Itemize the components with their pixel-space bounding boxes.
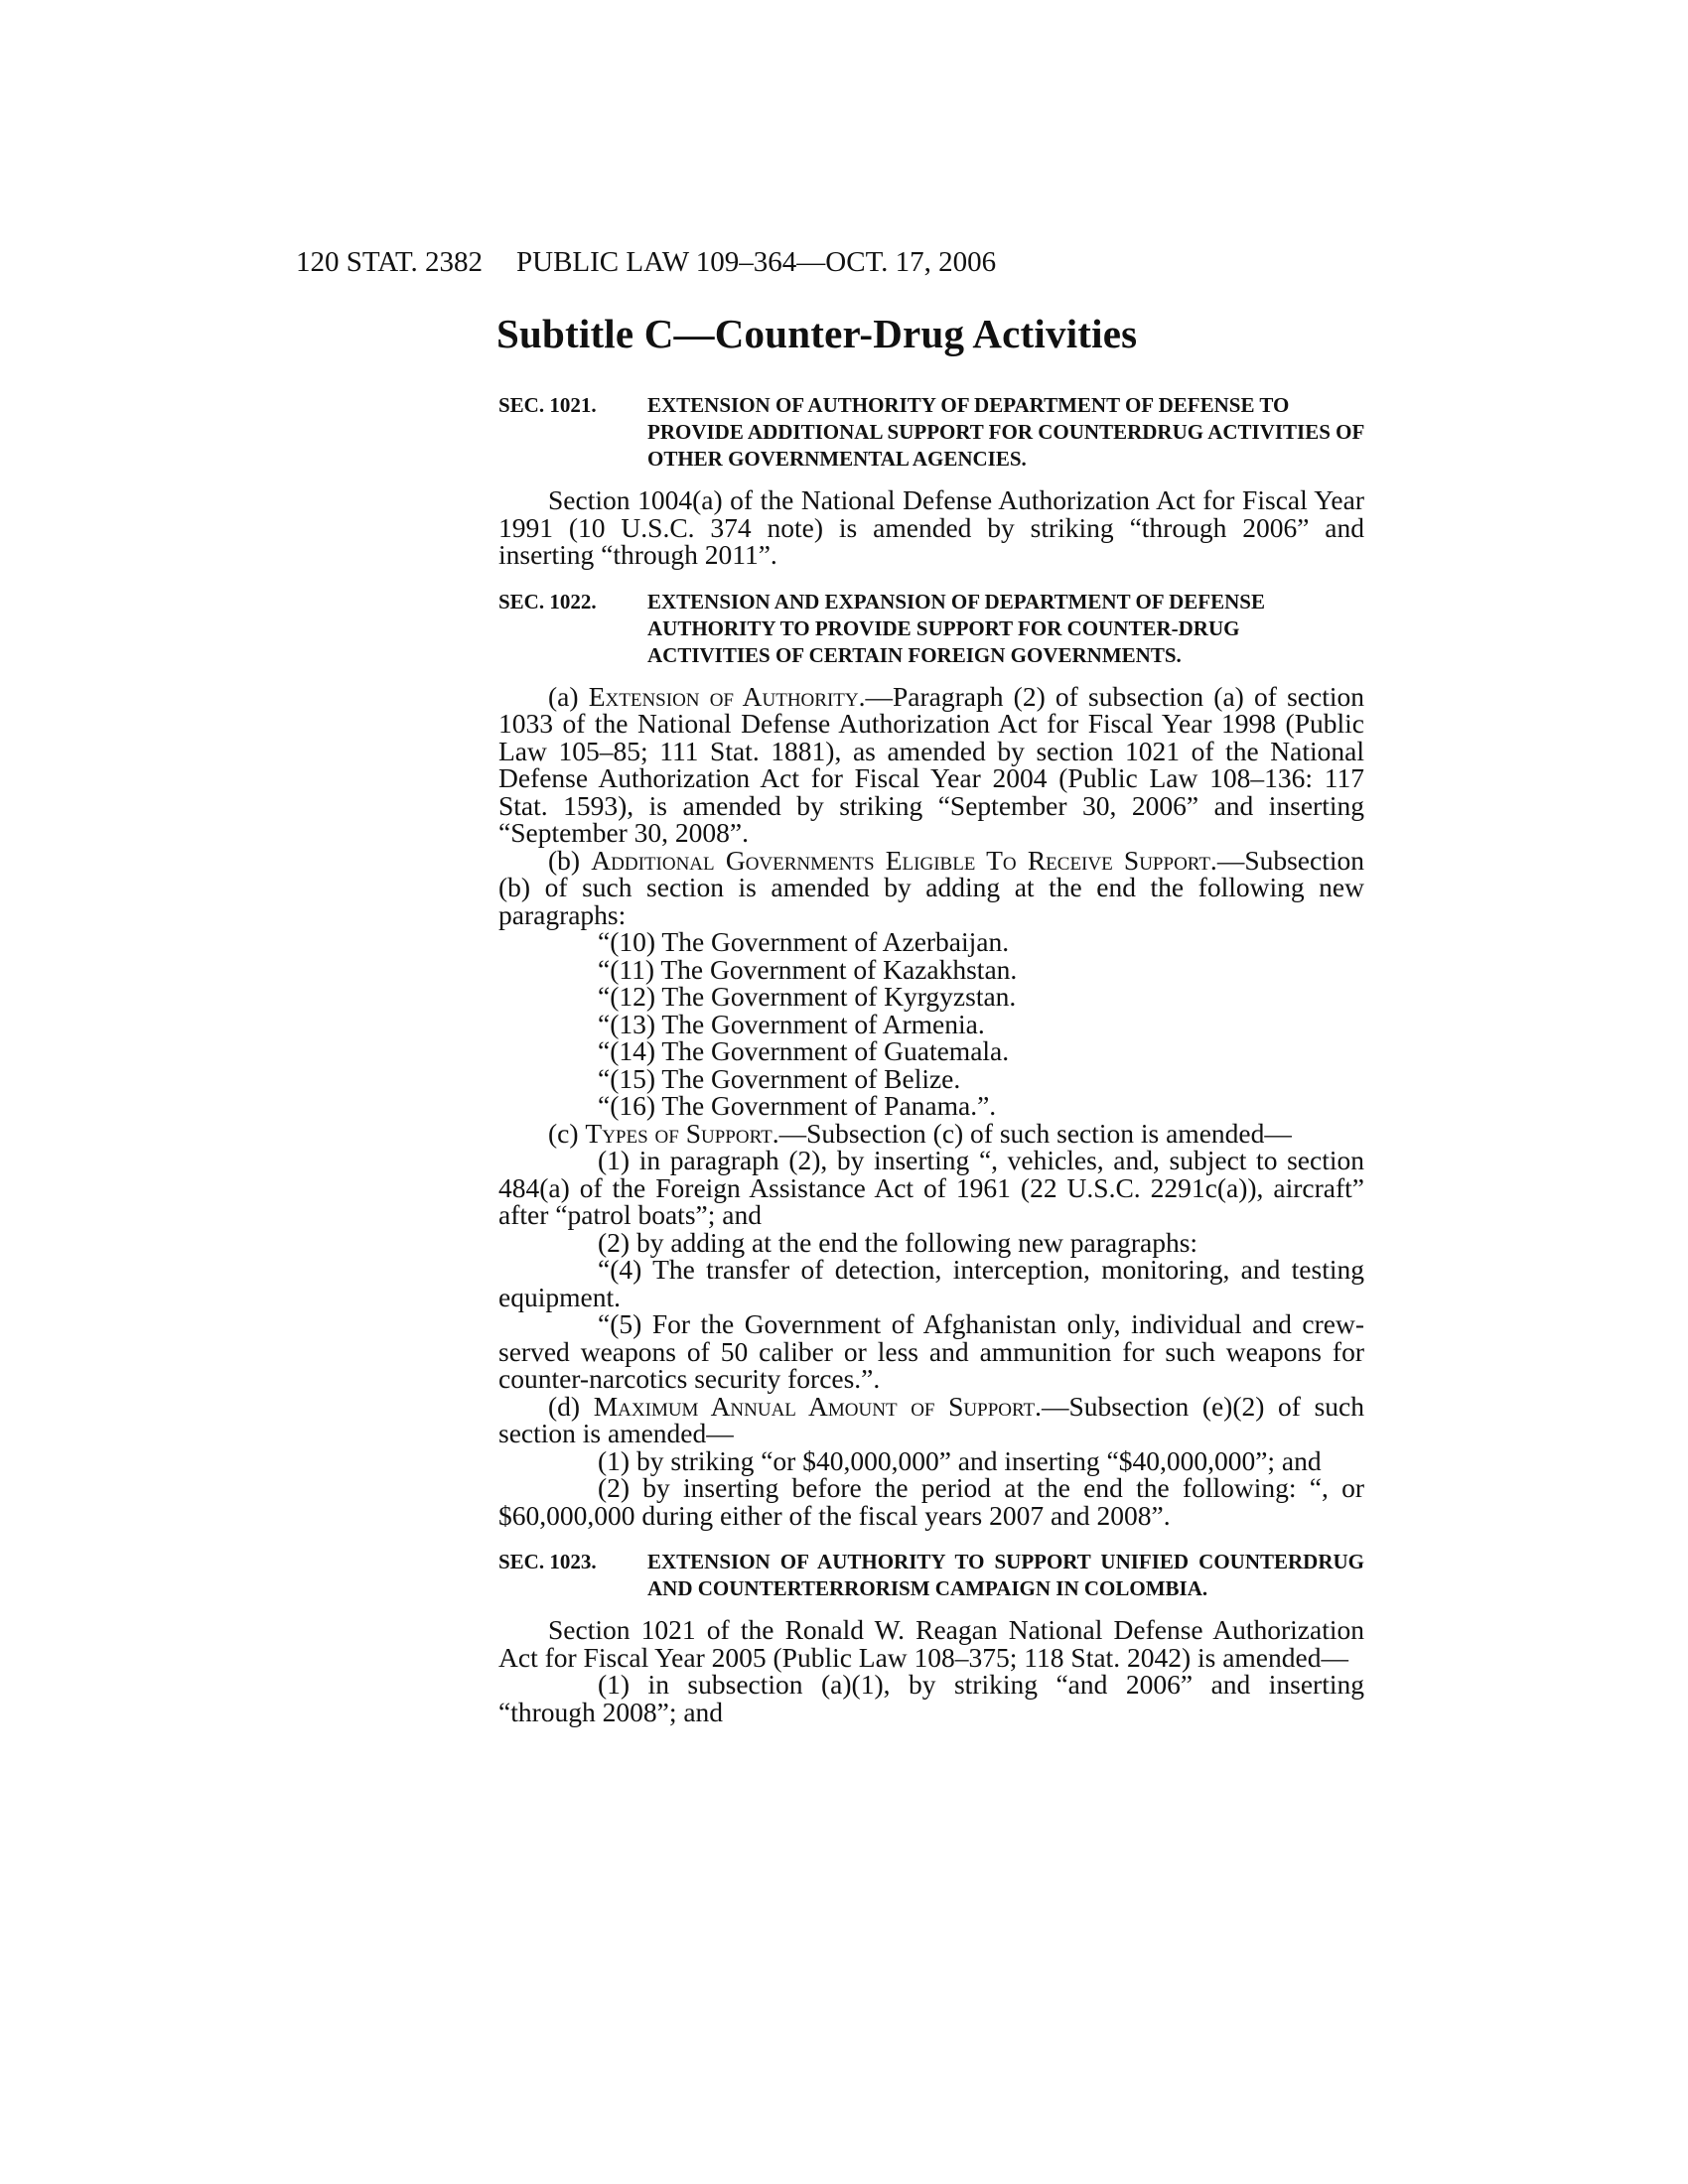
subsection-label: (c) xyxy=(548,1117,579,1149)
subsection-c xyxy=(498,1117,1364,1149)
section-number: SEC. 1022. xyxy=(498,589,597,614)
subsection-d xyxy=(498,1390,1364,1448)
subsection-text: —Subsection (b) of such section is amended by adding at the end the following new paragraphs: xyxy=(498,844,1365,930)
paragraph-d2: (2) by inserting before the period at the end the following: “, or $60,000,000 during either of the fiscal years 2007 and 2008”. xyxy=(498,1472,1364,1531)
subsection-text: —Subsection (c) of such section is amended— xyxy=(778,1117,1292,1149)
document-body xyxy=(498,392,1364,1725)
section-title: EXTENSION AND EXPANSION OF DEPARTMENT OF DEFENSE AUTHORITY TO PROVIDE SUPPORT FOR COUNTER-DRUG ACTIVITIES OF CERTAIN FOREIGN GOVERNMENTS. xyxy=(647,589,1265,667)
paragraph-c1: (1) in paragraph (2), by inserting “, vehicles, and, subject to section 484(a) of the Foreign Assistance Act of 1961 (22 U.S.C. 2291c(a)), aircraft” after “patrol boats”; and xyxy=(498,1145,1364,1230)
paragraph-c2: (2) by adding at the end the following new paragraphs: xyxy=(598,1226,1198,1258)
list-item: “(10) The Government of Azerbaijan. xyxy=(598,926,1010,957)
paragraph-1023-1: (1) in subsection (a)(1), by striking “and 2006” and inserting “through 2008”; and xyxy=(498,1669,1364,1727)
list-item: “(15) The Government of Belize. xyxy=(598,1062,961,1094)
public-law-citation: PUBLIC LAW 109–364—OCT. 17, 2006 xyxy=(516,246,997,278)
subsection-a xyxy=(498,680,1364,848)
section-number: SEC. 1021. xyxy=(498,393,597,417)
list-item: “(11) The Government of Kazakhstan. xyxy=(598,953,1018,985)
paragraph-d1: (1) by striking “or $40,000,000” and inserting “$40,000,000”; and xyxy=(598,1444,1322,1476)
subsection-heading: Extension of Authority. xyxy=(588,680,866,712)
section-number: SEC. 1023. xyxy=(498,1550,597,1573)
list-item: “(14) The Government of Guatemala. xyxy=(598,1035,1010,1066)
list-item: “(16) The Government of Panama.”. xyxy=(598,1090,997,1121)
subsection-label: (a) xyxy=(548,680,579,712)
section-1022-heading xyxy=(498,589,1364,669)
paragraph-c2-4: “(4) The transfer of detection, interception, monitoring, and testing equipment. xyxy=(498,1254,1364,1312)
section-1023-heading xyxy=(498,1549,1364,1602)
section-1021-text: Section 1004(a) of the National Defense Authorization Act for Fiscal Year 1991 (10 U.S.C. 374 note) is amended by striking “through 2006” and inserting “through 2011”. xyxy=(498,484,1364,570)
section-1023-text: Section 1021 of the Ronald W. Reagan National Defense Authorization Act for Fiscal Year 2005 (Public Law 108–375; 118 Stat. 2042) is amended— xyxy=(498,1614,1364,1673)
section-1021-heading xyxy=(498,392,1364,473)
subsection-heading: Types of Support. xyxy=(585,1117,779,1149)
section-title: EXTENSION OF AUTHORITY TO SUPPORT UNIFIED COUNTERDRUG AND COUNTERTERRORISM CAMPAIGN IN COLOMBIA. xyxy=(647,1550,1364,1600)
list-item: “(12) The Government of Kyrgyzstan. xyxy=(598,981,1017,1012)
statute-page-number: 120 STAT. 2382 xyxy=(296,246,484,278)
page-header xyxy=(296,246,1358,286)
subsection-heading: Maximum Annual Amount of Support. xyxy=(593,1390,1042,1422)
paragraph-c2-5: “(5) For the Government of Afghanistan only, individual and crew-served weapons of 50 caliber or less and ammunition for such weapons for counter-narcotics security forces.”. xyxy=(498,1308,1364,1394)
subtitle-heading: Subtitle C—Counter-Drug Activities xyxy=(496,311,1138,356)
subsection-text: —Subsection (e)(2) of such section is amended— xyxy=(498,1390,1364,1448)
subsection-text: —Paragraph (2) of subsection (a) of section 1033 of the National Defense Authorization Act for Fiscal Year 1998 (Public Law 105–85; 111 Stat. 1881), as amended by section 1021 of the National Defense Authorization Act for Fiscal Year 2004 (Public Law 108–136: 117 Stat. 1593), is amended by striking “September 30, 2006” and inserting “September 30, 2008”. xyxy=(498,680,1364,848)
list-item: “(13) The Government of Armenia. xyxy=(598,1008,985,1039)
section-title: EXTENSION OF AUTHORITY OF DEPARTMENT OF DEFENSE TO PROVIDE ADDITIONAL SUPPORT FOR COUNTERDRUG ACTIVITIES OF OTHER GOVERNMENTAL AGENCIES. xyxy=(647,393,1364,471)
subsection-label: (b) xyxy=(548,844,581,876)
subsection-heading: Additional Governments Eligible To Receive Support. xyxy=(591,844,1217,876)
subsection-b xyxy=(498,844,1365,930)
subsection-label: (d) xyxy=(548,1390,581,1422)
